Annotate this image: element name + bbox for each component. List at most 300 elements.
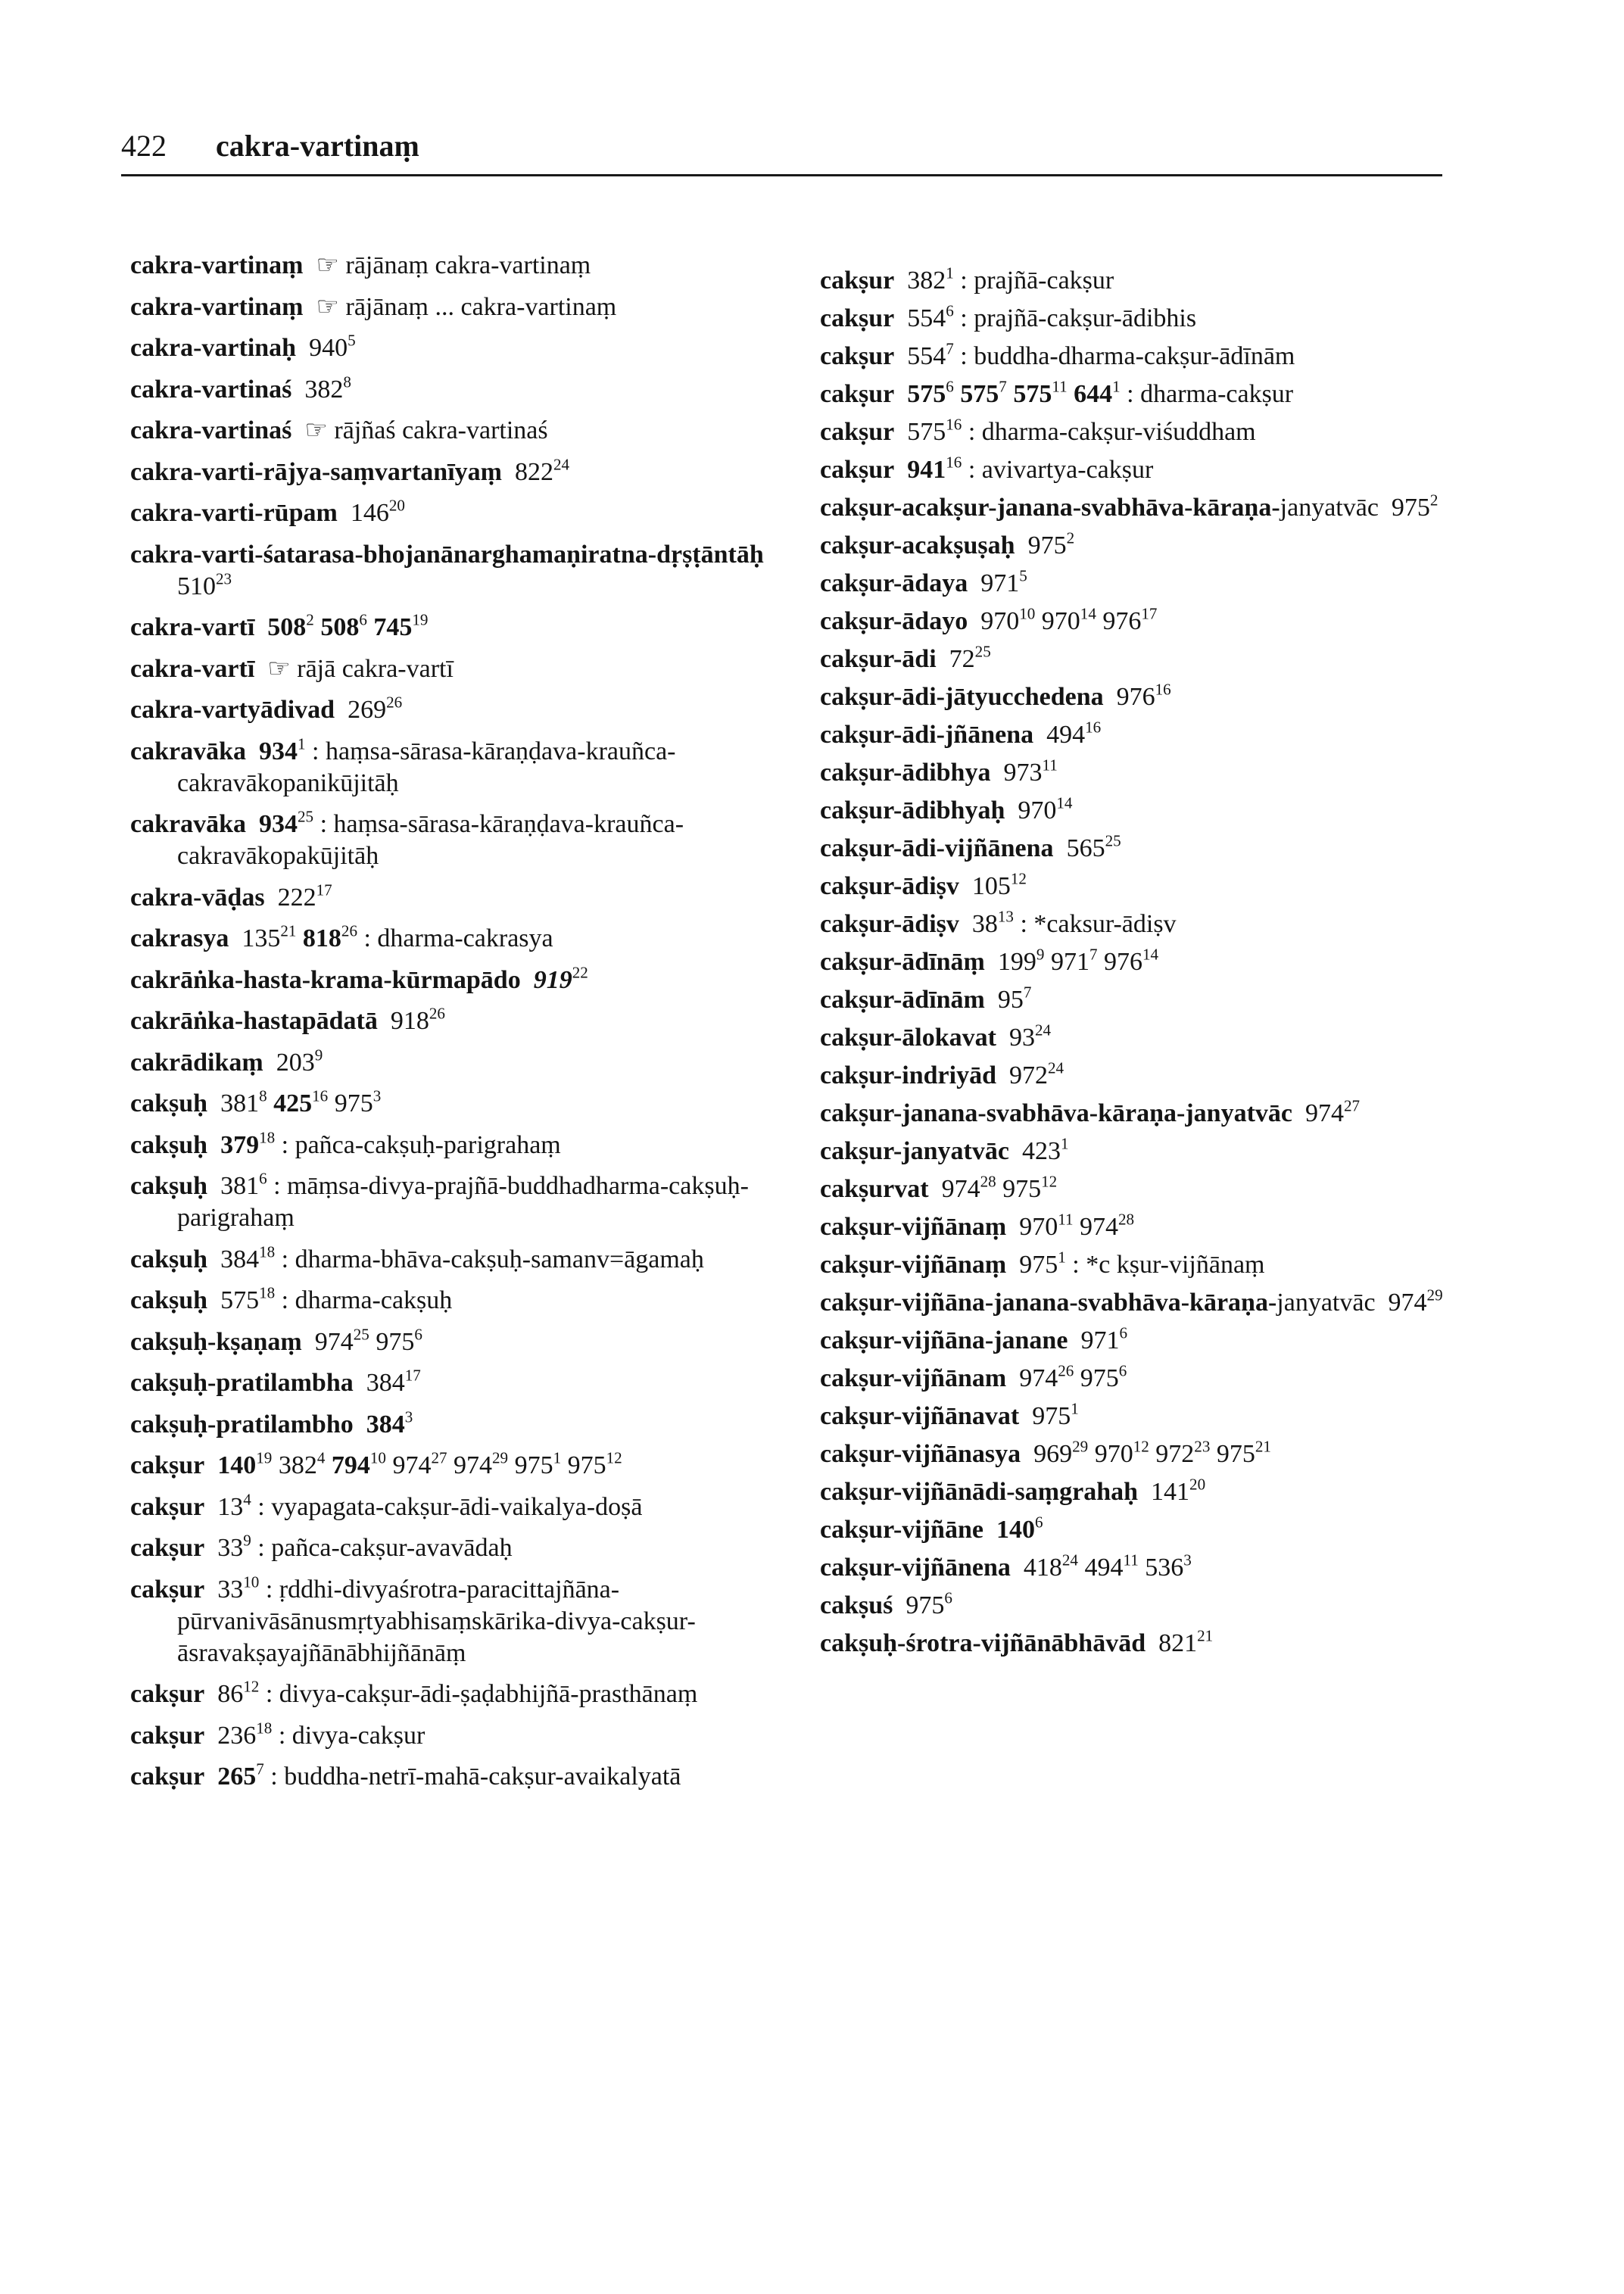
line-number: 16: [1155, 680, 1171, 699]
index-entry: [820, 341, 1486, 372]
entry-headword: cakravāka: [130, 737, 246, 765]
line-number: 3: [1183, 1551, 1192, 1569]
index-entry: [130, 1450, 812, 1482]
entry-text: 971: [968, 569, 1020, 597]
entry-text: ☞ rājānaṃ ... cakra-vartinaṃ: [303, 292, 617, 321]
entry-text: 970: [1035, 607, 1080, 635]
line-number: 7: [1089, 945, 1098, 964]
index-entry: [820, 1476, 1486, 1508]
entry-headword: cakṣur-ādi-jātyucchedena: [820, 683, 1104, 711]
line-number: 24: [553, 454, 570, 473]
index-entry: [130, 1047, 812, 1079]
entry-text: 269: [335, 696, 387, 724]
line-number: 29: [1426, 1286, 1443, 1304]
entry-text: [521, 966, 534, 994]
line-number: 26: [341, 921, 357, 940]
entry-headword: cakṣur-ādīnāṃ: [820, 948, 985, 976]
index-entry: [130, 415, 812, 447]
entry-text: 975: [1006, 1251, 1058, 1279]
index-entry: [820, 644, 1486, 675]
line-number: 12: [1010, 869, 1027, 888]
entry-text: 975: [1074, 1364, 1119, 1392]
entry-headword: cakṣur-ādīnām: [820, 986, 985, 1014]
entry-text: [204, 1763, 217, 1791]
index-entry: [820, 1628, 1486, 1660]
entry-headword: cakṣur: [820, 380, 895, 408]
entry-text: 494: [1077, 1554, 1124, 1582]
entry-headword: cakṣuḥ-kṣaṇaṃ: [130, 1327, 302, 1356]
entry-headword: cakṣur-ādiṣv: [820, 872, 959, 900]
index-entry: [130, 962, 812, 996]
index-entry: [130, 1678, 812, 1710]
index-entry: [820, 1325, 1486, 1357]
page-ref: 575: [960, 380, 999, 408]
left-column: [130, 250, 812, 1803]
index-entry: [130, 1285, 812, 1317]
entry-headword: cakra-vartyādivad: [130, 696, 335, 724]
entry-text: 975: [369, 1327, 415, 1356]
index-entry: [820, 1173, 1486, 1205]
line-number: 18: [259, 1127, 276, 1146]
entry-headword: cakṣuḥ: [130, 1245, 208, 1273]
line-number: 1: [946, 263, 954, 282]
line-number: 6: [259, 1169, 267, 1188]
page-ref: 265: [217, 1763, 257, 1791]
entry-text: ☞ rājānaṃ cakra-vartinaṃ: [303, 251, 591, 279]
entry-headword: cakṣur: [130, 1492, 205, 1521]
entry-headword: cakṣur-acakṣur-janana-svabhāva-kāraṇa-: [820, 494, 1280, 522]
page-ref: 794: [331, 1451, 370, 1479]
entry-text: 972: [1149, 1440, 1195, 1468]
entry-headword: cakra-vartinaś: [130, 416, 292, 444]
index-entry: [820, 871, 1486, 902]
index-entry: [820, 1514, 1486, 1546]
entry-headword: cakṣur: [130, 1763, 205, 1791]
index-entry: [130, 1127, 812, 1161]
entry-headword: cakra-varti-rājya-saṃvartanīyaṃ: [130, 457, 502, 486]
entry-headword: cakṣur: [130, 1575, 205, 1604]
index-entry: [820, 795, 1486, 827]
entry-headword: cakṣur: [820, 342, 895, 370]
line-number: 9: [314, 1045, 323, 1064]
line-number: 14: [1142, 945, 1159, 964]
entry-text: 382: [272, 1451, 317, 1479]
line-number: 29: [492, 1448, 509, 1467]
line-number: 19: [256, 1448, 273, 1467]
index-entry: [130, 1005, 812, 1037]
page-ref: 575: [1013, 380, 1052, 408]
index-entry: [130, 454, 812, 488]
line-number: 6: [359, 610, 367, 629]
entry-text: 72: [936, 645, 975, 673]
entry-headword: cakṣurvat: [820, 1175, 929, 1203]
line-number: 6: [414, 1324, 422, 1343]
line-number: 20: [1189, 1475, 1206, 1494]
entry-text: : prajñā-cakṣur: [953, 266, 1114, 295]
entry-text: [983, 1516, 996, 1544]
entry-headword: cakṣur-vijñānādi-saṃgrahaḥ: [820, 1478, 1139, 1506]
entry-headword: cakṣuś: [820, 1591, 893, 1619]
entry-text: 575: [207, 1286, 260, 1314]
line-number: 7: [946, 339, 954, 358]
index-entry: [130, 809, 812, 872]
entry-text: : dharma-bhāva-cakṣuḥ-samanv=āgamaḥ: [275, 1245, 704, 1273]
line-number: 24: [1048, 1058, 1064, 1077]
line-number: 13: [997, 907, 1014, 926]
entry-headword: cakṣuḥ-pratilambho: [130, 1410, 354, 1438]
entry-text: : māṃsa-divya-prajñā-buddhadharma-cakṣuḥ-parigrahaṃ: [177, 1172, 749, 1232]
entry-headword: cakṣur: [820, 266, 895, 295]
entry-headword: cakṣur: [820, 456, 895, 484]
entry-headword: cakṣur: [130, 1451, 205, 1479]
entry-headword: cakṣur-acakṣuṣaḥ: [820, 531, 1015, 559]
index-entry: [820, 1022, 1486, 1054]
page-ref: 934: [259, 737, 298, 765]
line-number: 26: [1058, 1361, 1074, 1380]
entry-text: 203: [263, 1048, 315, 1077]
entry-text: 536: [1138, 1554, 1184, 1582]
line-number: 6: [946, 377, 954, 396]
line-number: 11: [1123, 1551, 1139, 1569]
page-ref: 644: [1074, 380, 1113, 408]
line-number: 26: [386, 693, 403, 712]
line-number: 16: [312, 1086, 329, 1105]
line-number: 9: [1036, 945, 1045, 964]
line-number: 3: [404, 1407, 413, 1426]
entry-text: 384: [353, 1369, 405, 1397]
line-number: 3: [372, 1086, 382, 1105]
line-number: 7: [1023, 983, 1032, 1002]
entry-text: janyatvāc 975: [1280, 494, 1430, 522]
entry-text: 974: [1006, 1364, 1058, 1392]
entry-text: : divya-cakṣur-ādi-ṣaḍabhijñā-prasthānaṃ: [259, 1680, 698, 1708]
index-entry: [130, 1170, 812, 1234]
index-entry: [820, 1287, 1486, 1319]
right-column: [820, 265, 1486, 1666]
entry-text: 382: [291, 375, 344, 404]
entry-text: 494: [1033, 721, 1086, 749]
entry-headword: cakra-vartinaḥ: [130, 334, 297, 362]
index-entry: [820, 1249, 1486, 1281]
line-number: 16: [946, 453, 962, 472]
entry-text: 969: [1021, 1440, 1073, 1468]
entry-text: 974: [301, 1327, 354, 1356]
entry-text: 13: [204, 1492, 244, 1521]
line-number: 14: [1056, 793, 1073, 812]
entry-text: 135: [229, 924, 281, 952]
page-ref: 508: [320, 613, 360, 641]
entry-headword: cakra-vartinaṃ: [130, 251, 304, 279]
page-ref: 425: [273, 1089, 313, 1117]
entry-text: 33: [204, 1534, 244, 1562]
line-number: 26: [429, 1004, 445, 1023]
entry-text: 974: [928, 1175, 980, 1203]
entry-headword: cakra-vartī: [130, 654, 255, 683]
entry-headword: cakṣur-vijñānaṃ: [820, 1213, 1007, 1241]
index-entry: [820, 681, 1486, 713]
line-number: 1: [298, 734, 306, 753]
entry-text: 199: [984, 948, 1036, 976]
index-entry: [130, 332, 812, 364]
entry-headword: cakṣur-ālokavat: [820, 1024, 996, 1052]
page-ref: 745: [373, 613, 413, 641]
line-number: 17: [404, 1366, 421, 1385]
entry-text: 975: [328, 1089, 373, 1117]
page-ref: 934: [259, 810, 298, 838]
index-entry: [130, 1574, 812, 1669]
entry-text: : pañca-cakṣur-avavādaḥ: [251, 1534, 513, 1562]
entry-headword: cakra-varti-śatarasa-bhojanānarghamaṇiratna-dṛṣṭāntāḥ: [130, 540, 764, 569]
line-number: 5: [1019, 566, 1027, 585]
entry-text: [1068, 380, 1074, 408]
index-entry: [820, 1438, 1486, 1470]
entry-text: janyatvāc 974: [1276, 1289, 1427, 1317]
line-number: 14: [1080, 604, 1096, 623]
entry-text: 974: [1073, 1213, 1118, 1241]
line-number: 16: [946, 415, 962, 434]
index-entry: [820, 1136, 1486, 1167]
entry-text: 975: [893, 1591, 945, 1619]
entry-headword: cakṣur-vijñāna-janana-svabhāva-kāraṇa-: [820, 1289, 1277, 1317]
entry-text: 918: [377, 1007, 429, 1035]
line-number: 24: [1034, 1021, 1052, 1039]
index-entry: [820, 946, 1486, 978]
line-number: 28: [980, 1172, 996, 1191]
entry-headword: cakṣur-ādaya: [820, 569, 968, 597]
line-number: 25: [1105, 831, 1121, 850]
entry-text: : haṃsa-sārasa-kāraṇḍava-krauñca-cakravākopanikūjitāḥ: [177, 737, 676, 797]
index-entry: [820, 568, 1486, 600]
index-entry: [130, 1367, 812, 1399]
index-entry: [130, 612, 812, 644]
entry-headword: cakṣuḥ: [130, 1089, 208, 1117]
line-number: 1: [1112, 377, 1121, 396]
index-entry: [130, 1532, 812, 1564]
entry-headword: cakṣur-vijñānasya: [820, 1440, 1021, 1468]
line-number: 25: [298, 807, 314, 826]
index-entry: [130, 291, 812, 323]
entry-text: 423: [1008, 1137, 1061, 1165]
entry-headword: cakṣur-janana-svabhāva-kāraṇa-janyatvāc: [820, 1099, 1293, 1127]
line-number: 11: [1058, 1210, 1074, 1229]
entry-text: 976: [1096, 607, 1142, 635]
entry-text: 975: [1019, 1402, 1071, 1430]
entry-headword: cakṣuḥ: [130, 1286, 208, 1314]
entry-text: 971: [1044, 948, 1089, 976]
line-number: 2: [306, 610, 314, 629]
index-entry: [130, 882, 812, 914]
entry-headword: cakṣur-vijñānavat: [820, 1402, 1020, 1430]
entry-headword: cakṣur-ādayo: [820, 607, 968, 635]
line-number: 1: [1060, 1134, 1069, 1153]
line-number: 2: [1066, 528, 1075, 547]
line-number: 6: [946, 301, 954, 320]
entry-text: 565: [1053, 834, 1105, 862]
line-number: 22: [572, 962, 588, 981]
line-number: 21: [1255, 1437, 1271, 1456]
entry-text: [254, 613, 267, 641]
index-entry: [130, 1326, 812, 1358]
entry-text: 93: [996, 1024, 1035, 1052]
entry-headword: cakṣur-janyatvāc: [820, 1137, 1009, 1165]
entry-text: 95: [984, 986, 1024, 1014]
page-ref: 818: [302, 924, 341, 952]
line-number: 12: [243, 1677, 260, 1696]
line-number: 1: [553, 1448, 562, 1467]
entry-headword: cakra-varti-rūpam: [130, 499, 338, 527]
entry-text: : pañca-cakṣuḥ-parigrahaṃ: [275, 1130, 561, 1159]
line-number: 17: [1141, 604, 1158, 623]
entry-headword: cakṣur-ādi-jñānena: [820, 721, 1034, 749]
running-headword: cakra-vartinaṃ: [216, 129, 419, 163]
line-number: 21: [280, 921, 297, 940]
entry-headword: cakṣur-ādibhya: [820, 759, 991, 787]
entry-text: 575: [894, 418, 946, 446]
index-entry: [820, 303, 1486, 335]
page-ref: 919: [533, 965, 572, 994]
page-ref: 508: [267, 613, 307, 641]
entry-text: 976: [1103, 683, 1155, 711]
line-number: 6: [1119, 1323, 1127, 1342]
line-number: 7: [999, 377, 1007, 396]
entry-text: 236: [204, 1721, 257, 1750]
entry-headword: cakṣur-vijñānena: [820, 1554, 1011, 1582]
entry-text: 975: [561, 1451, 606, 1479]
entry-headword: cakra-vartinaṃ: [130, 292, 304, 321]
entry-headword: cakṣuḥ-pratilambha: [130, 1369, 354, 1397]
line-number: 21: [1197, 1626, 1214, 1645]
index-entry: [130, 250, 812, 282]
index-entry: [820, 530, 1486, 562]
index-entry: [820, 1401, 1486, 1432]
entry-text: 381: [207, 1172, 260, 1200]
line-number: 6: [944, 1588, 952, 1607]
entry-text: [296, 924, 303, 952]
entry-headword: cakṣur-vijñāne: [820, 1516, 983, 1544]
entry-text: : divya-cakṣur: [272, 1721, 425, 1750]
index-entry: [820, 1060, 1486, 1092]
index-entry: [130, 497, 812, 529]
entry-headword: cakṣur-ādi-vijñānena: [820, 834, 1054, 862]
index-entry: [820, 492, 1486, 524]
entry-text: : buddha-netrī-mahā-cakṣur-avaikalyatā: [263, 1763, 681, 1791]
page-ref: 941: [907, 456, 946, 484]
page-number: 422: [121, 129, 167, 163]
line-number: 23: [216, 569, 232, 588]
line-number: 10: [369, 1448, 386, 1467]
index-entry: [820, 1552, 1486, 1584]
entry-text: 975: [1210, 1440, 1255, 1468]
page-ref: 575: [907, 380, 946, 408]
entry-text: 975: [508, 1451, 553, 1479]
entry-text: 975: [996, 1175, 1042, 1203]
entry-text: : dharma-cakṣur-viśuddham: [962, 418, 1256, 446]
entry-headword: cakrādikaṃ: [130, 1048, 263, 1077]
entry-text: 418: [1010, 1554, 1062, 1582]
entry-text: ☞ rājñaś cakra-vartinaś: [291, 416, 548, 444]
entry-text: [246, 737, 259, 765]
entry-headword: cakṣur-indriyād: [820, 1061, 997, 1089]
entry-headword: cakṣuḥ-śrotra-vijñānābhāvād: [820, 1629, 1146, 1657]
entry-headword: cakra-vartī: [130, 613, 255, 641]
index-entry: [820, 1098, 1486, 1130]
entry-text: 222: [264, 883, 316, 912]
line-number: 1: [1071, 1399, 1079, 1418]
entry-text: 105: [959, 872, 1011, 900]
entry-text: [894, 456, 907, 484]
entry-text: 972: [996, 1061, 1049, 1089]
index-entry: [820, 719, 1486, 751]
entry-headword: cakṣuḥ: [130, 1130, 208, 1159]
line-number: 12: [606, 1448, 622, 1467]
line-number: 9: [243, 1531, 251, 1550]
entry-text: : *c kṣur-vijñānaṃ: [1065, 1251, 1265, 1279]
line-number: 18: [256, 1718, 273, 1737]
line-number: 2: [1429, 491, 1439, 510]
index-entry: [820, 909, 1486, 940]
entry-text: 973: [990, 759, 1043, 787]
entry-text: 38: [959, 910, 998, 938]
entry-headword: cakṣur: [130, 1534, 205, 1562]
entry-text: : avivartya-cakṣur: [962, 456, 1154, 484]
line-number: 18: [259, 1283, 276, 1302]
index-entry: [130, 1761, 812, 1793]
entry-text: [894, 380, 907, 408]
line-number: 17: [316, 880, 332, 899]
running-header: [121, 127, 1442, 180]
entry-headword: cakṣur-vijñāna-janane: [820, 1326, 1068, 1354]
entry-text: 384: [207, 1245, 260, 1273]
entry-text: : ṛddhi-divyaśrotra-paracittajñāna-pūrvanivāsānusmṛtyabhisaṃskārika-divya-cakṣur-āsravakṣayajñānābhijñānāṃ: [177, 1575, 696, 1667]
entry-headword: cakṣuḥ: [130, 1172, 208, 1200]
entry-text: 822: [501, 457, 553, 486]
entry-text: 970: [1005, 796, 1057, 824]
entry-headword: cakṣur-vijñānam: [820, 1364, 1007, 1392]
entry-text: 974: [447, 1451, 493, 1479]
index-entry: [130, 1720, 812, 1752]
index-entry: [820, 379, 1486, 410]
line-number: 28: [1118, 1210, 1135, 1229]
entry-headword: cakravāka: [130, 810, 246, 838]
entry-text: [207, 1131, 220, 1159]
index-entry: [820, 1363, 1486, 1395]
entry-headword: cakṣur-ādi: [820, 645, 937, 673]
line-number: 11: [1042, 756, 1058, 775]
line-number: 5: [348, 331, 356, 350]
line-number: 20: [388, 496, 405, 515]
entry-text: 141: [1138, 1478, 1190, 1506]
line-number: 11: [1052, 377, 1068, 396]
index-entry: [820, 454, 1486, 486]
line-number: 10: [243, 1572, 260, 1591]
line-number: 4: [243, 1489, 251, 1508]
line-number: 8: [343, 372, 351, 391]
index-entry: [130, 539, 812, 603]
entry-text: 974: [385, 1451, 432, 1479]
line-number: 25: [974, 642, 991, 661]
entry-headword: cakrāṅka-hasta-krama-kūrmapādo: [130, 965, 521, 994]
entry-text: 381: [207, 1089, 260, 1117]
entry-text: 974: [1292, 1099, 1345, 1127]
entry-text: ☞ rājā cakra-vartī: [254, 654, 454, 683]
index-entry: [130, 1244, 812, 1276]
entry-headword: cakṣur: [820, 418, 895, 446]
entry-text: 970: [968, 607, 1020, 635]
entry-text: 976: [1097, 948, 1142, 976]
page-ref: 379: [220, 1130, 260, 1159]
entry-text: 86: [204, 1680, 244, 1708]
line-number: 16: [1085, 718, 1102, 737]
